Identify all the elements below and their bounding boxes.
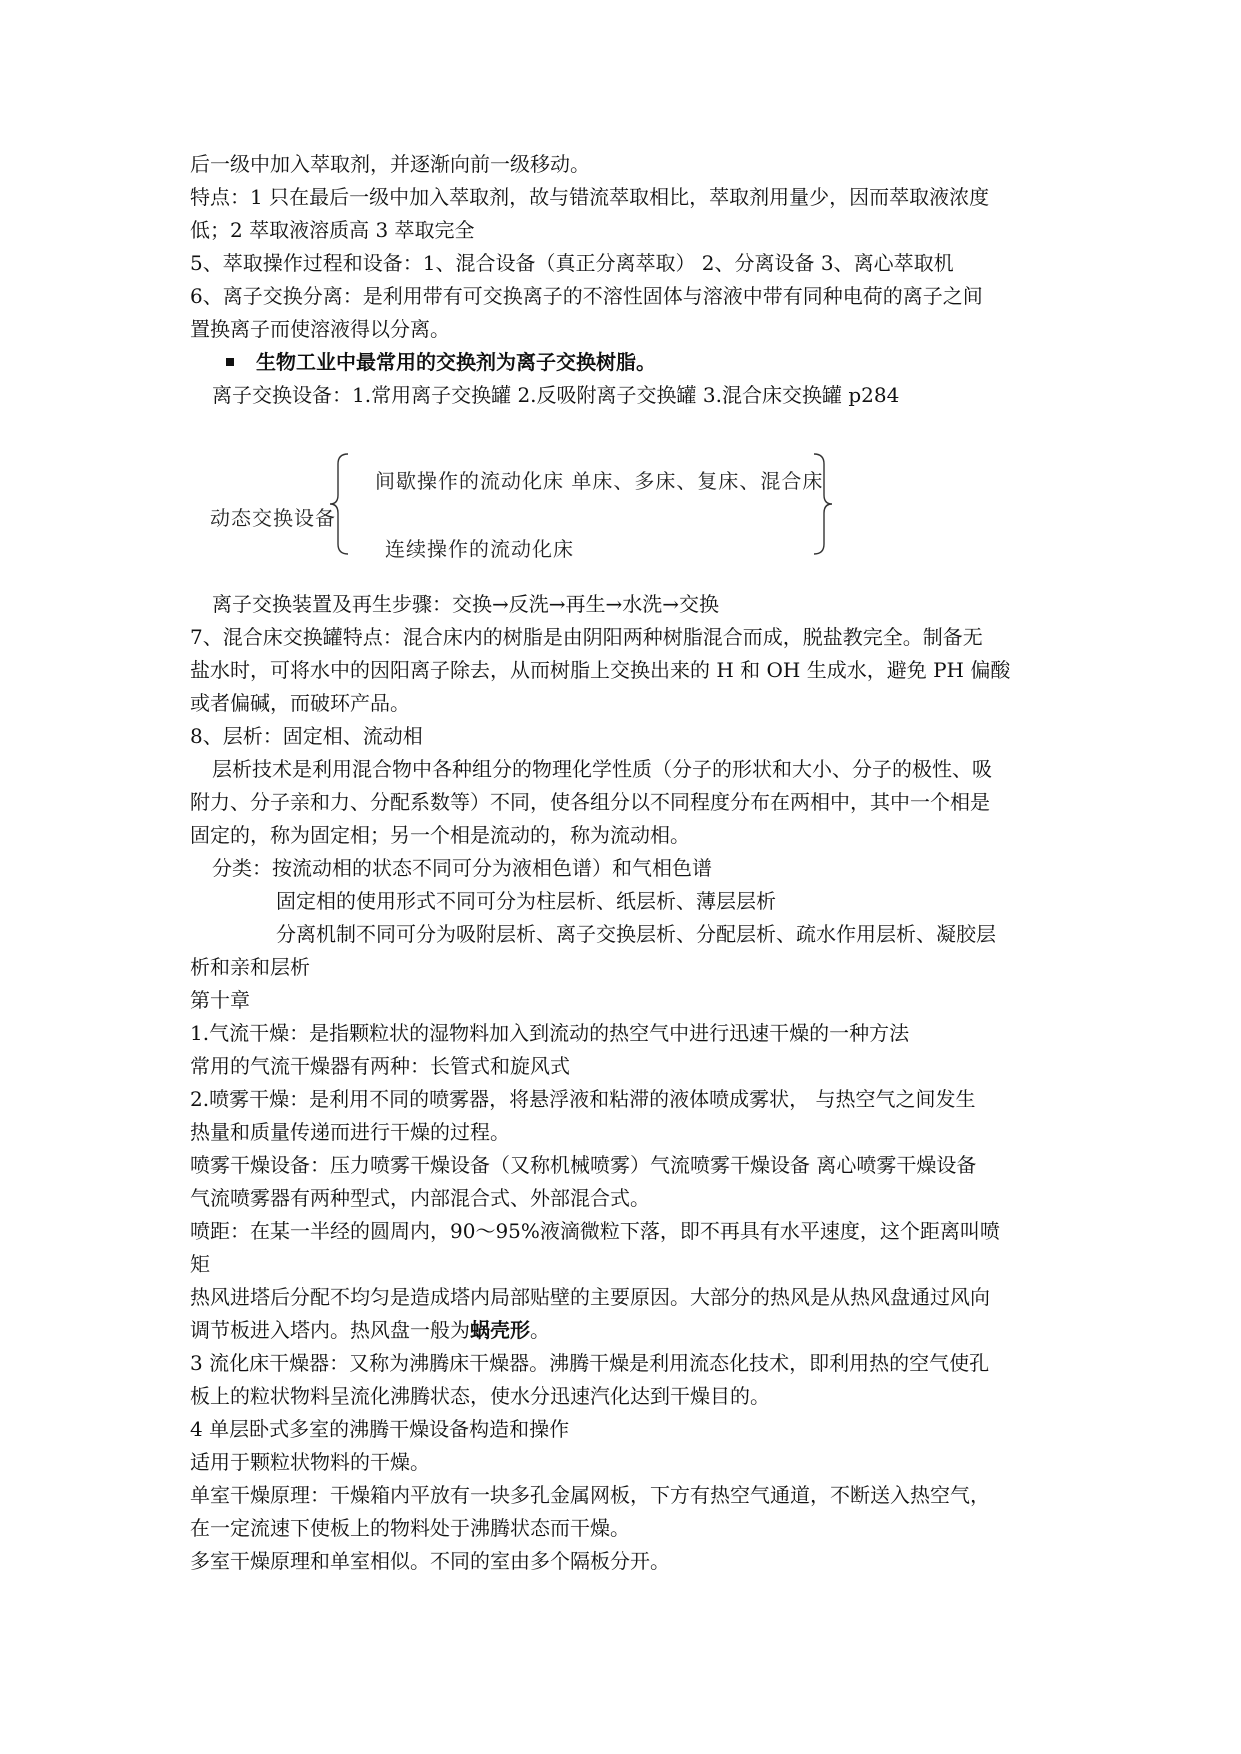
text-line: 4 单层卧式多室的沸腾干燥设备构造和操作 — [190, 1417, 570, 1441]
text-line: 离子交换装置及再生步骤：交换→反洗→再生→水洗→交换 — [212, 592, 720, 616]
text-line: 喷雾干燥设备：压力喷雾干燥设备（又称机械喷雾）气流喷雾干燥设备 离心喷雾干燥设备 — [190, 1153, 977, 1177]
text-line: 热风进塔后分配不均匀是造成塔内局部贴壁的主要原因。大部分的热风是从热风盘通过风向 — [190, 1285, 990, 1309]
bullet-text: 生物工业中最常用的交换剂为离子交换树脂。 — [256, 350, 656, 374]
text-line: 多室干燥原理和单室相似。不同的室由多个隔板分开。 — [190, 1549, 670, 1573]
text-line: 析和亲和层析 — [190, 955, 310, 979]
text-segment: 调节板进入塔内。热风盘一般为 — [190, 1318, 470, 1342]
text-line: 附力、分子亲和力、分配系数等）不同，使各组分以不同程度分布在两相中，其中一个相是 — [190, 790, 990, 814]
diagram-branch-batch: 间歇操作的流动化床 单床、多床、复床、混合床 — [375, 469, 824, 493]
chapter-heading: 第十章 — [190, 988, 250, 1012]
exchange-equipment-diagram — [190, 412, 1058, 588]
text-line: 8、层析：固定相、流动相 — [190, 724, 423, 748]
text-line: 分离机制不同可分为吸附层析、离子交换层析、分配层析、疏水作用层析、凝胶层 — [276, 922, 996, 946]
text-line: 分类：按流动相的状态不同可分为液相色谱）和气相色谱 — [212, 856, 712, 880]
text-line: 固定的，称为固定相；另一个相是流动的，称为流动相。 — [190, 823, 690, 847]
diagram-branch-continuous: 连续操作的流动化床 — [385, 537, 574, 561]
text-line: 7、混合床交换罐特点：混合床内的树脂是由阴阳两种树脂混合而成，脱盐教完全。制备无 — [190, 625, 983, 649]
equipment-line: 离子交换设备：1.常用离子交换罐 2.反吸附离子交换罐 3.混合床交换罐 p284 — [212, 383, 900, 407]
text-line: 适用于颗粒状物料的干燥。 — [190, 1450, 430, 1474]
text-line: 3 流化床干燥器：又称为沸腾床干燥器。沸腾干燥是利用流态化技术，即利用热的空气使孔 — [190, 1351, 990, 1375]
diagram-label: 动态交换设备 — [210, 506, 336, 530]
text-line: 矩 — [190, 1252, 210, 1276]
text-line: 固定相的使用形式不同可分为柱层析、纸层析、薄层层析 — [276, 889, 776, 913]
text-line-with-bold — [190, 1314, 1058, 1347]
text-segment: 。 — [530, 1318, 550, 1342]
text-line: 6、离子交换分离：是利用带有可交换离子的不溶性固体与溶液中带有同种电荷的离子之间 — [190, 284, 983, 308]
text-line: 气流喷雾器有两种型式，内部混合式、外部混合式。 — [190, 1186, 650, 1210]
text-line: 层析技术是利用混合物中各种组分的物理化学性质（分子的形状和大小、分子的极性、吸 — [212, 757, 992, 781]
text-line: 5、萃取操作过程和设备：1、混合设备（真正分离萃取） 2、分离设备 3、离心萃取机 — [190, 251, 954, 275]
text-line: 热量和质量传递而进行干燥的过程。 — [190, 1120, 510, 1144]
document-body — [190, 148, 1058, 1578]
text-line: 盐水时，可将水中的因阳离子除去，从而树脂上交换出来的 H 和 OH 生成水，避免 PH 偏酸 — [190, 658, 1011, 682]
text-line: 常用的气流干燥器有两种：长管式和旋风式 — [190, 1054, 570, 1078]
bullet-item — [190, 346, 1058, 379]
text-line: 低；2 萃取液溶质高 3 萃取完全 — [190, 218, 475, 242]
square-bullet-icon — [226, 358, 234, 366]
text-line: 在一定流速下使板上的物料处于沸腾状态而干燥。 — [190, 1516, 630, 1540]
text-line: 板上的粒状物料呈流化沸腾状态，使水分迅速汽化达到干燥目的。 — [190, 1384, 770, 1408]
text-line: 置换离子而使溶液得以分离。 — [190, 317, 450, 341]
text-line: 单室干燥原理：干燥箱内平放有一块多孔金属网板，下方有热空气通道，不断送入热空气， — [190, 1483, 990, 1507]
bold-term: 蜗壳形 — [470, 1318, 530, 1342]
text-line: 或者偏碱，而破环产品。 — [190, 691, 410, 715]
brace-graphic — [190, 412, 1058, 588]
text-line: 2.喷雾干燥：是利用不同的喷雾器，将悬浮液和粘滞的液体喷成雾状， 与热空气之间发生 — [190, 1087, 976, 1111]
text-line: 特点：1 只在最后一级中加入萃取剂，故与错流萃取相比，萃取剂用量少，因而萃取液浓度 — [190, 185, 990, 209]
text-line: 后一级中加入萃取剂，并逐渐向前一级移动。 — [190, 152, 590, 176]
text-line: 喷距：在某一半经的圆周内，90～95%液滴微粒下落，即不再具有水平速度，这个距离叫喷 — [190, 1219, 1000, 1243]
text-line: 1.气流干燥：是指颗粒状的湿物料加入到流动的热空气中进行迅速干燥的一种方法 — [190, 1021, 910, 1045]
